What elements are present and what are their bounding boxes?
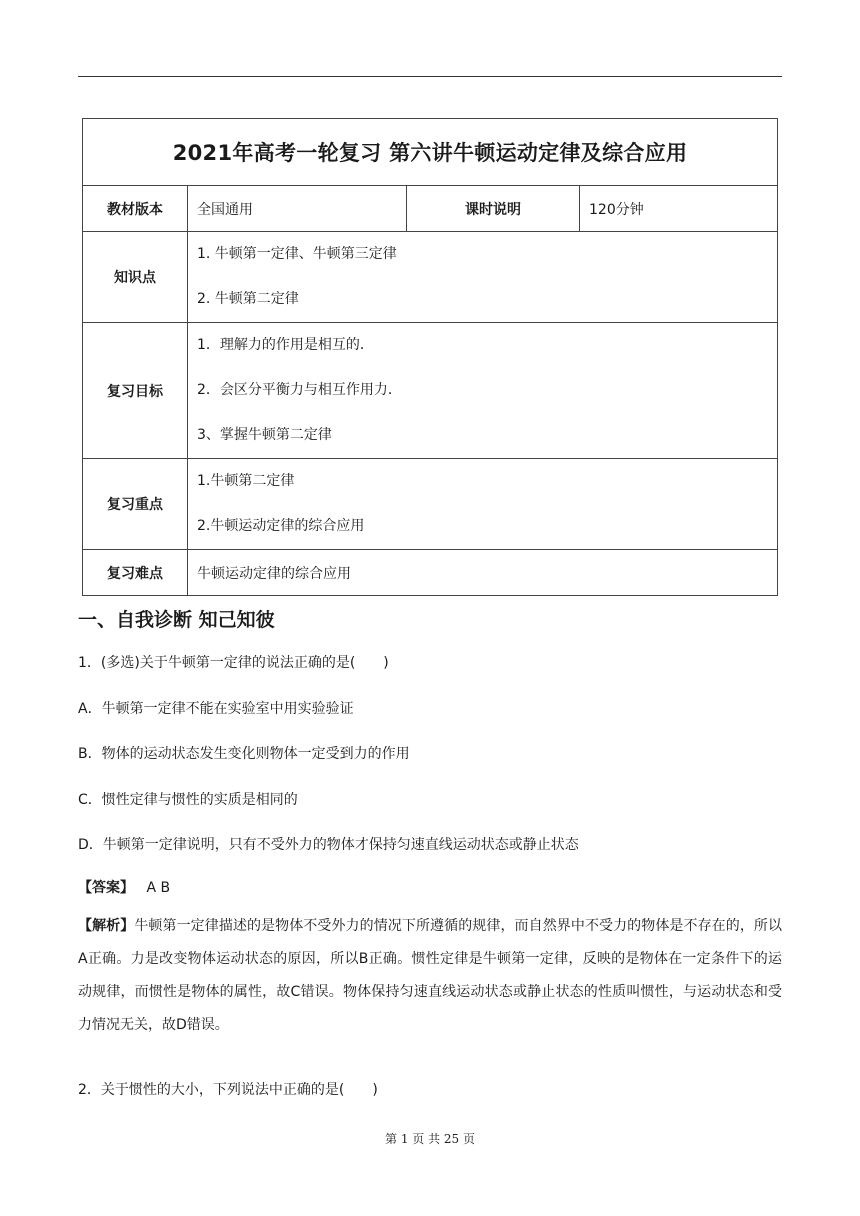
goal-item: 1．理解力的作用是相互的． [197, 337, 374, 353]
goals-items [188, 323, 778, 459]
duration-label: 课时说明 [407, 186, 580, 232]
question-1-explanation [78, 910, 782, 1042]
difficulty-label: 复习难点 [83, 550, 188, 596]
focus-item: 1.牛顿第二定律 [197, 473, 295, 489]
answer-value: A B [146, 880, 171, 896]
question-2-stem: 2．关于惯性的大小，下列说法中正确的是( ) [78, 1082, 378, 1098]
lesson-title: 2021年高考一轮复习 第六讲牛顿运动定律及综合应用 [83, 119, 778, 186]
difficulty-value: 牛顿运动定律的综合应用 [188, 550, 778, 596]
question-1-option-c: C．惯性定律与惯性的实质是相同的 [78, 792, 298, 808]
edition-value: 全国通用 [188, 186, 407, 232]
knowledge-item: 1. 牛顿第一定律、牛顿第三定律 [197, 246, 397, 262]
knowledge-item: 2. 牛顿第二定律 [197, 291, 299, 307]
header-rule [78, 76, 782, 77]
explanation-label: 【解析】 [78, 918, 135, 934]
edition-label: 教材版本 [83, 186, 188, 232]
lesson-info-table [82, 118, 778, 596]
question-1-option-a: A．牛顿第一定律不能在实验室中用实验验证 [78, 701, 354, 717]
focus-item: 2.牛顿运动定律的综合应用 [197, 518, 365, 534]
question-1-stem: 1．(多选)关于牛顿第一定律的说法正确的是( ) [78, 655, 389, 671]
section-heading: 一、自我诊断 知己知彼 [78, 609, 275, 631]
page-footer: 第 1 页 共 25 页 [385, 1132, 475, 1146]
focus-items [188, 459, 778, 550]
knowledge-items [188, 232, 778, 323]
answer-label: 【答案】 [78, 880, 134, 896]
question-1-option-b: B．物体的运动状态发生变化则物体一定受到力的作用 [78, 746, 410, 762]
question-1-answer [78, 877, 170, 897]
goal-item: 2．会区分平衡力与相互作用力． [197, 382, 402, 398]
question-1-option-d: D．牛顿第一定律说明，只有不受外力的物体才保持匀速直线运动状态或静止状态 [78, 837, 579, 853]
goals-label: 复习目标 [83, 323, 188, 459]
duration-value: 120分钟 [580, 186, 778, 232]
goal-item: 3、掌握牛顿第二定律 [197, 427, 332, 443]
focus-label: 复习重点 [83, 459, 188, 550]
knowledge-label: 知识点 [83, 232, 188, 323]
explanation-text: 牛顿第一定律描述的是物体不受外力的情况下所遵循的规律，而自然界中不受力的物体是不存在的，所以A正确。力是改变物体运动状态的原因，所以B正确。惯性定律是牛顿第一定律，反映的是物体在一定条件下的运动规律，而惯性是物体的属性，故C错误。物体保持匀速直线运动状态或静止状态的性质叫惯性，与运动状态和受力情况无关，故D错误。 [78, 918, 782, 1033]
